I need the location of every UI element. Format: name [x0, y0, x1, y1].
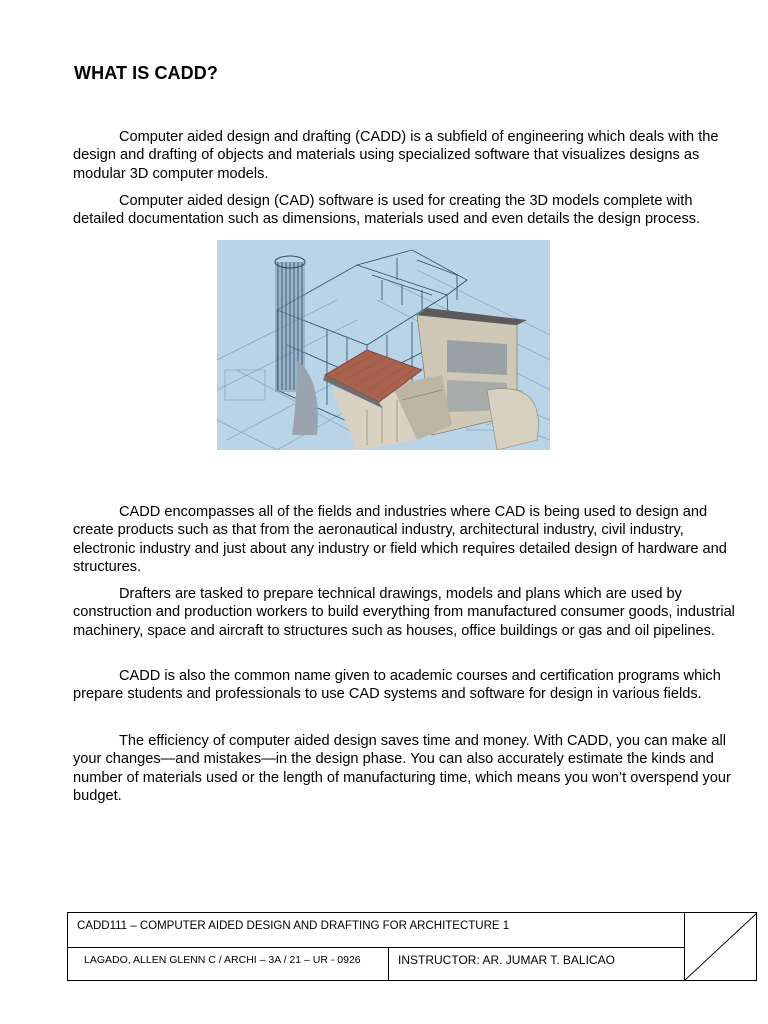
- paragraph: Computer aided design (CAD) software is used for creating the 3D models complete with detailed documentation such as dimensions, materials used and even details the design process.: [73, 193, 701, 228]
- footer-course-row: [68, 913, 685, 948]
- student-info: LAGADO, ALLEN GLENN C / ARCHI – 3A / 21 – UR - 0926: [84, 954, 361, 966]
- paragraph: Drafters are tasked to prepare technical drawings, models and plans which are used by construction and production workers to build everything from manufactured consumer goods, industrial machinery, space and aircraft to structures such as houses, office buildings or gas and oil pipelines.: [73, 586, 735, 639]
- cad-house-drawing: [217, 240, 550, 450]
- instructor-name: INSTRUCTOR: AR. JUMAR T. BALICAO: [398, 953, 615, 967]
- paragraph: CADD is also the common name given to academic courses and certification programs which prepare students and professionals to use CAD systems and software for design in various fields.: [73, 668, 721, 703]
- paragraph: Computer aided design and drafting (CADD) is a subfield of engineering which deals with the design and drafting of objects and materials using specialized software that visualizes designs as modular 3D computer models.: [73, 129, 719, 182]
- diagonal-line-icon: [685, 913, 757, 980]
- paragraph: The efficiency of computer aided design saves time and money. With CADD, you can make all your changes—and mistakes—in the design phase. You can also accurately estimate the kinds and number of materials used or the length of manufacturing time, which means you won’t overspend your budget.: [73, 733, 731, 805]
- footer-divider: [388, 948, 389, 980]
- footer-title-block: [67, 912, 757, 981]
- paragraph: CADD encompasses all of the fields and industries where CAD is being used to design and create products such as that from the aeronautical industry, architectural industry, civil industry, electronic industry and just about any industry or field which requires detailed design of hardware and structures.: [73, 504, 727, 576]
- cad-house-illustration: [217, 240, 550, 450]
- course-title: CADD111 – COMPUTER AIDED DESIGN AND DRAFTING FOR ARCHITECTURE 1: [77, 920, 510, 932]
- page-title: WHAT IS CADD?: [74, 63, 218, 83]
